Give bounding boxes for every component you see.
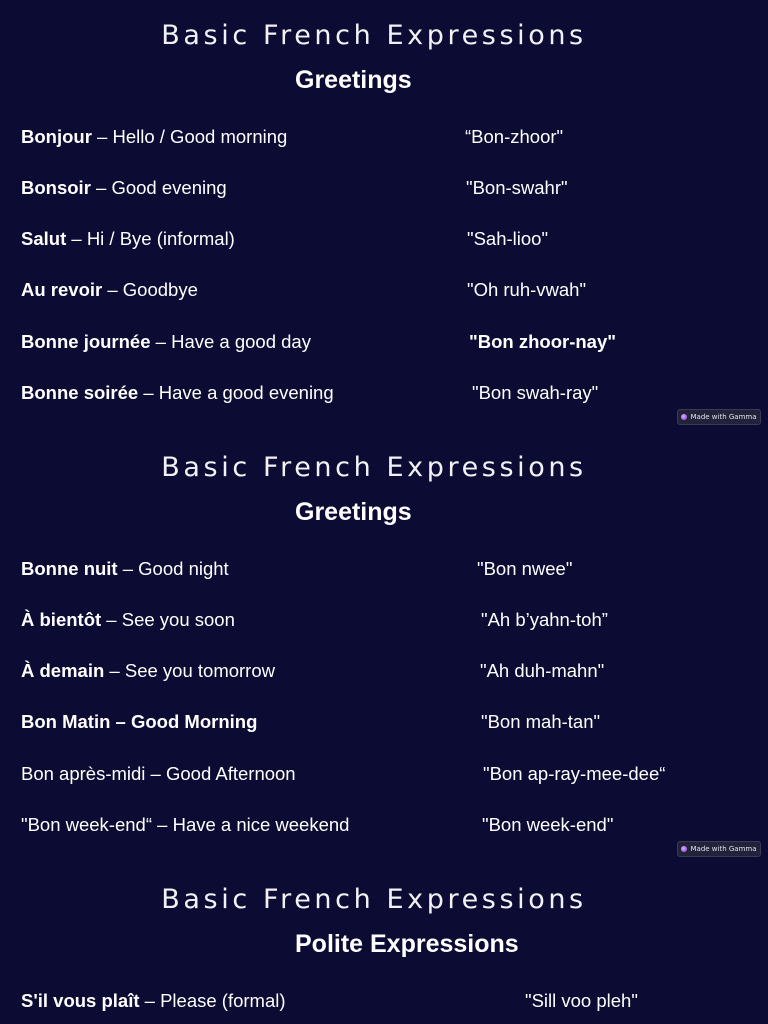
expression-row [0, 990, 768, 1020]
english-meaning: Good evening [111, 177, 227, 198]
phrase [21, 711, 257, 733]
phrase [21, 609, 235, 631]
made-with-gamma-badge[interactable] [677, 841, 761, 857]
pronunciation: "Bon mah-tan" [481, 711, 601, 732]
slide-greetings-2 [0, 432, 768, 864]
dash: – [110, 711, 131, 732]
english-meaning: See you soon [121, 609, 235, 630]
english-meaning: Please (formal) [160, 990, 286, 1011]
pronunciation: "Sah-lioo" [467, 228, 549, 249]
dash: – [139, 990, 161, 1011]
french-term: Bon Matin [21, 711, 111, 732]
badge-label: Made with Gamma [690, 845, 757, 853]
english-meaning: Have a good evening [158, 382, 334, 403]
pronunciation: "Sill voo pleh" [525, 990, 638, 1011]
slide-polite-expressions [0, 864, 768, 1024]
slide-title: Basic French Expressions [161, 452, 587, 483]
dash: – [66, 228, 87, 249]
dash: – [101, 609, 122, 630]
phrase [21, 279, 198, 301]
english-meaning: Hello / Good morning [112, 126, 288, 147]
french-term: Salut [21, 228, 67, 249]
slide-greetings-1 [0, 0, 768, 432]
english-meaning: See you tomorrow [124, 660, 275, 681]
pronunciation: "Bon week-end" [482, 814, 614, 835]
made-with-gamma-badge[interactable] [677, 409, 761, 425]
english-meaning: Have a nice weekend [172, 814, 350, 835]
pronunciation: "Ah duh-mahn" [480, 660, 605, 681]
english-meaning: Good Afternoon [166, 763, 296, 784]
phrase [21, 228, 235, 250]
french-term: À bientôt [21, 609, 102, 630]
dash: – [150, 331, 172, 352]
dash: – [138, 382, 159, 403]
expression-row [0, 558, 768, 588]
phrase [21, 126, 287, 148]
gamma-logo-icon [681, 414, 687, 420]
slide-subtitle: Polite Expressions [295, 930, 519, 958]
dash: – [91, 126, 113, 147]
french-term: À demain [21, 660, 105, 681]
french-term: Bonjour [21, 126, 92, 147]
english-meaning: Good night [138, 558, 229, 579]
dash: – [102, 279, 123, 300]
pronunciation: “Bon-zhoor" [465, 126, 564, 147]
expression-row [0, 177, 768, 207]
expression-row [0, 609, 768, 639]
dash: – [152, 814, 173, 835]
pronunciation: "Bon swah-ray" [472, 382, 599, 403]
badge-label: Made with Gamma [690, 413, 757, 421]
phrase [21, 763, 296, 785]
pronunciation: "Oh ruh-vwah" [467, 279, 587, 300]
phrase [21, 660, 275, 682]
slide-subtitle: Greetings [295, 498, 412, 526]
pronunciation: "Bon ap-ray-mee-dee“ [483, 763, 666, 784]
expression-row [0, 126, 768, 156]
phrase [21, 382, 334, 404]
expression-row [0, 279, 768, 309]
french-term: Bonsoir [21, 177, 91, 198]
pronunciation: "Bon-swahr" [466, 177, 568, 198]
english-meaning: Have a good day [171, 331, 311, 352]
expression-row [0, 763, 768, 793]
french-term: Au revoir [21, 279, 103, 300]
english-meaning: Hi / Bye (informal) [86, 228, 235, 249]
dash: – [145, 763, 166, 784]
slide-title: Basic French Expressions [161, 884, 587, 915]
pronunciation: "Ah b’yahn-toh” [481, 609, 608, 630]
phrase [21, 331, 311, 353]
slide-subtitle: Greetings [295, 66, 412, 94]
slide-title: Basic French Expressions [161, 20, 587, 51]
expression-row [0, 814, 768, 844]
english-meaning: Goodbye [122, 279, 198, 300]
phrase [21, 177, 227, 199]
dash: – [90, 177, 112, 198]
french-term: Bon après-midi [21, 763, 146, 784]
gamma-logo-icon [681, 846, 687, 852]
french-term: Bonne nuit [21, 558, 118, 579]
french-term: Bonne soirée [21, 382, 139, 403]
expression-row [0, 382, 768, 412]
expression-row [0, 331, 768, 361]
pronunciation: "Bon nwee" [477, 558, 573, 579]
expression-row [0, 228, 768, 258]
expression-row [0, 660, 768, 690]
phrase [21, 814, 349, 836]
phrase [21, 990, 286, 1012]
french-term: "Bon week-end“ [21, 814, 152, 835]
pronunciation: "Bon zhoor-nay" [469, 331, 617, 352]
english-meaning: Good Morning [130, 711, 258, 732]
french-term: Bonne journée [21, 331, 151, 352]
french-term: S'il vous plaît [21, 990, 140, 1011]
expression-row [0, 711, 768, 741]
phrase [21, 558, 229, 580]
dash: – [117, 558, 139, 579]
dash: – [104, 660, 125, 681]
